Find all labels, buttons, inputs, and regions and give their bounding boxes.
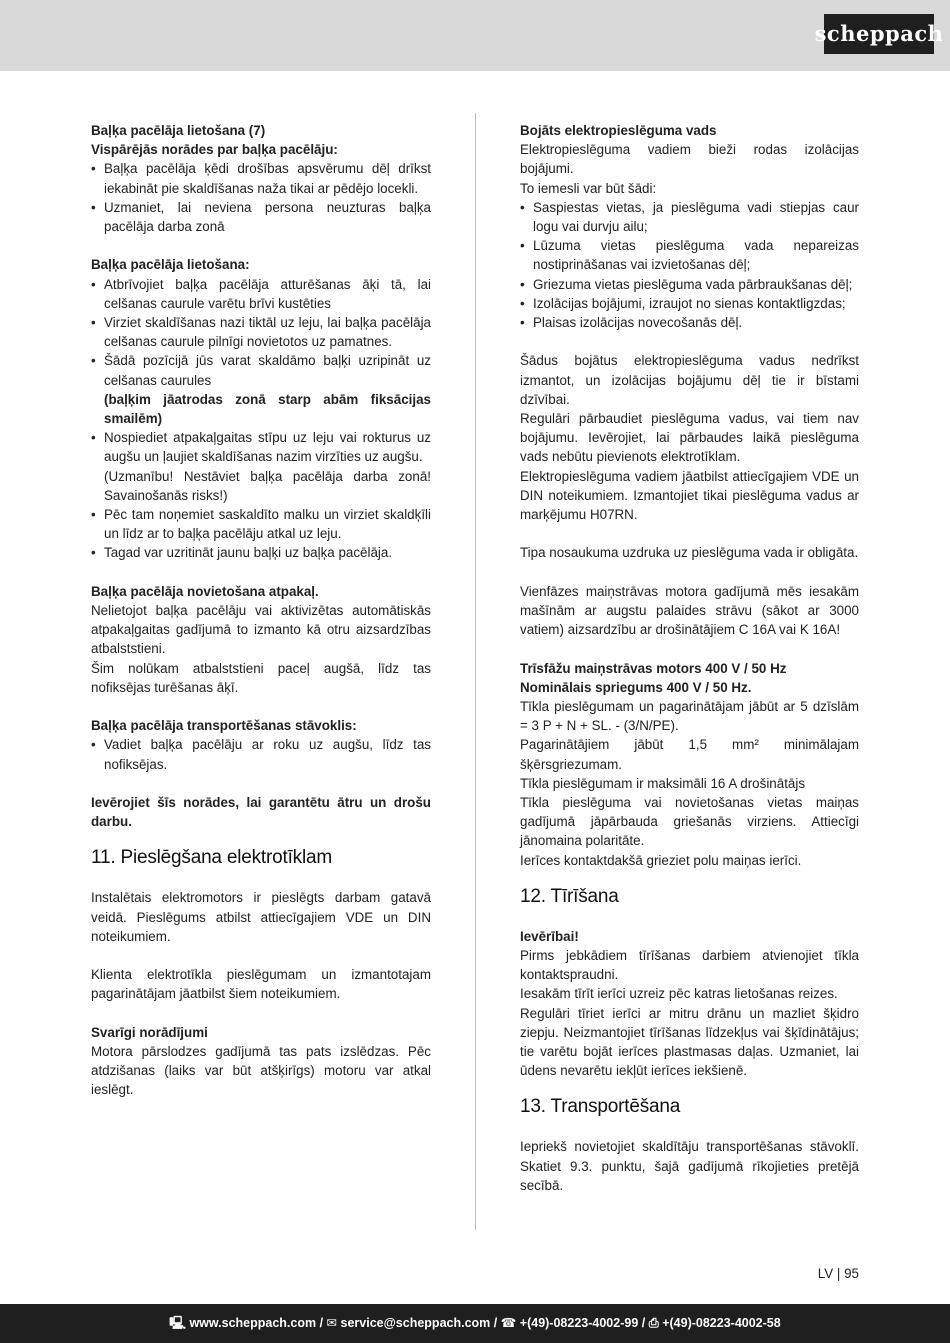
list-item: • Pēc tam noņemiet saskaldīto malku un virziet skaldķīli un līdz ar to baļķa pacēlāju atkal uz leju. [91,505,431,543]
list-item: • Uzmaniet, lai neviena persona neuzturas baļķa pacēlāja darba zonā [91,198,431,236]
list-item: • Virziet skaldīšanas nazi tiktāl uz leju, lai baļķa pacēlāja celšanas caurule pilnīgi novietotos uz pamatnes. [91,313,431,351]
chapter-heading: 13. Transportēšana [520,1096,681,1118]
paragraph: Iepriekš novietojiet skaldītāju transportēšanas stāvoklī. Skatiet 9.3. punktu, šajā gadījumā rīkojieties pretējā secībā. [520,1139,859,1193]
paragraph: Regulāri tīriet ierīci ar mitru drānu un mazliet šķidro ziepju. Neizmantojiet tīrīšanas līdzekļus vai šķīdinātājus; tie varētu bojāt ierīces plastmasas daļas. Uzmaniet, lai ūdens nevarētu iekļūt ierīces iekšienē. [520,1005,859,1079]
chapter-heading: 11. Pieslēgšana elektrotīklam [91,847,332,869]
section-title: Baļķa pacēlāja transportēšanas stāvoklis: [91,718,357,734]
paragraph: Motora pārslodzes gadījumā tas pats izslēdzas. Pēc atdzišanas (laiks var būt atšķirīgs) motoru var atkal ieslēgt. [91,1044,431,1098]
email-icon: ✉ [326,1315,338,1330]
fax-icon: ⎙ [648,1315,659,1330]
paragraph: Nelietojot baļķa pacēlāju vai aktivizētas automātiskās atpakaļgaitas gadījumā to izmanto kā otru aizsardzības atbalststieni. [91,603,431,657]
email-link[interactable]: service@scheppach.com / [340,1315,498,1330]
section-title: Baļķa pacēlāja novietošana atpakaļ. [91,583,319,599]
list-item: • Šādā pozīcijā jūs varat skaldāmo baļķi uzripināt uz celšanas caurules [91,351,431,389]
paragraph: To iemesli var būt šādi: [520,180,657,196]
section-title: Baļķa pacēlāja lietošana (7) [91,123,266,138]
website-link[interactable]: www.scheppach.com / [189,1315,324,1330]
paragraph: Tīkla pieslēgumam ir maksimāli 16 A drošinātājs [520,775,806,791]
section-title: Nominālais spriegums 400 V / 50 Hz. [520,679,752,695]
section-title: Bojāts elektropieslēguma vads [520,123,717,138]
list-item: • Plaisas izolācijas novecošanās dēļ. [520,313,859,332]
paragraph: Šim nolūkam atbalststieni paceļ augšā, līdz tas nofiksējas turēšanas āķī. [91,660,431,695]
paragraph: Elektropieslēguma vadiem jāatbilst attiecīgajiem VDE un DIN noteikumiem. Izmantojiet tikai pieslēguma vadus ar marķējumu H07RN. [520,468,859,523]
bold-note: (baļķim jāatrodas zonā starp abām fiksācijas smailēm) [104,391,431,427]
brand-logo: scheppach [824,14,934,54]
paragraph: Regulāri pārbaudiet pieslēguma vadus, vai tiem nav bojājumu. Ievērojiet, lai pārbaudes laikā pieslēguma vads nebūtu pievienots elektrotīklam. [520,411,859,465]
paragraph: Tīkla pieslēguma vai novietošanas vietas maiņas gadījumā jāpārbauda griešanās virziens. Attiecīgi jānomaina polaritāte. [520,795,859,849]
chapter-heading: 12. Tīrīšana [520,885,619,907]
paragraph: Ierīces kontaktdakšā grieziet polu maiņas ierīci. [520,852,802,868]
fax-number: +(49)-08223-4002-58 [662,1315,781,1330]
list-item: • Saspiestas vietas, ja pieslēguma vadi stiepjas caur logu vai durvju ailu; [520,198,859,236]
page-footer [0,1304,950,1343]
bullet-list [91,428,431,466]
phone-number: +(49)-08223-4002-99 / [519,1315,646,1330]
list-item: • Baļķa pacēlāja ķēdi drošības apsvērumu dēļ drīkst iekabināt pie skaldīšanas naža tikai ar pēdējo locekli. [91,159,431,197]
phone-icon: ☎ [500,1315,517,1330]
list-item: • Tagad var uzritināt jaunu baļķi uz baļķa pacēlāja. [91,543,431,562]
paragraph: Elektropieslēguma vadiem bieži rodas izolācijas bojājumi. [520,142,859,177]
section-title: Svarīgi norādījumi [91,1024,208,1040]
bullet-list [91,159,431,236]
page-header [0,0,950,71]
bullet-list [91,735,431,773]
paragraph: Pirms jebkādiem tīrīšanas darbiem atvienojiet tīkla kontaktspraudni. [520,948,859,983]
paragraph: Pagarinātājiem jābūt 1,5 mm² minimālajam šķērsgriezumam. [520,737,859,772]
paragraph: Vienfāzes maiņstrāvas motora gadījumā mēs iesakām mašīnām ar augstu palaides strāvu (sākot ar 3000 vatiem) aizsardzību ar drošinātājiem C 16A vai K 16A! [520,583,859,638]
section-title: Trīsfāžu maiņstrāvas motors 400 V / 50 Hz [520,660,787,676]
bullet-list [91,275,431,390]
paragraph: Tipa nosaukuma uzdruka uz pieslēguma vada ir obligāta. [520,545,859,561]
list-item: • Nospiediet atpakaļgaitas stīpu uz leju vai rokturus uz augšu un ļaujiet skaldīšanas nazim virzīties uz augšu. [91,428,431,466]
list-item: • Atbrīvojiet baļķa pacēlāja atturēšanas āķi tā, lai celšanas caurule varētu brīvi kustēties [91,275,431,313]
bold-paragraph: Ievērojiet šīs norādes, lai garantētu ātru un drošu darbu. [91,795,431,830]
paragraph: Tīkla pieslēgumam un pagarinātājam jābūt ar 5 dzīslām = 3 P + N + SL. - (3/N/PE). [520,699,859,734]
section-title: Ievērībai! [520,928,579,944]
list-item: • Lūzuma vietas pieslēguma vada nepareizas nostiprināšanas vai izvietošanas dēļ; [520,236,859,274]
list-item: • Izolācijas bojājumi, izraujot no sienas kontaktligzdas; [520,294,859,313]
bullet-list [520,198,859,332]
page-number: LV | 95 [817,1266,859,1281]
list-item: • Griezuma vietas pieslēguma vada pārbraukšanas dēļ; [520,275,859,294]
paragraph: Iesakām tīrīt ierīci uzreiz pēc katras lietošanas reizes. [520,986,838,1002]
section-title: Baļķa pacēlāja lietošana: [91,257,250,273]
paragraph: Instalētais elektromotors ir pieslēgts darbam gatavā veidā. Pieslēgums atbilst attiecīgajiem VDE un DIN noteikumiem. [91,890,431,944]
bullet-list [91,505,431,563]
section-subtitle: Vispārējās norādes par baļķa pacēlāju: [91,142,338,158]
column-divider [475,113,476,1230]
right-column [520,121,859,1195]
list-item: • Vadiet baļķa pacēlāju ar roku uz augšu, līdz tas nofiksējas. [91,735,431,773]
computer-icon: 🖳︎ [169,1315,186,1330]
paragraph: Šādus bojātus elektropieslēguma vadus nedrīkst izmantot, un izolācijas bojājumu dēļ tie ir bīstami dzīvībai. [520,353,859,407]
left-column [91,121,431,1100]
warning-note: (Uzmanību! Nestāviet baļķa pacēlāja darba zonā! Savainošanās risks!) [104,468,431,503]
paragraph: Klienta elektrotīkla pieslēgumam un izmantotajam pagarinātājam jāatbilst šiem noteikumiem. [91,967,431,1002]
